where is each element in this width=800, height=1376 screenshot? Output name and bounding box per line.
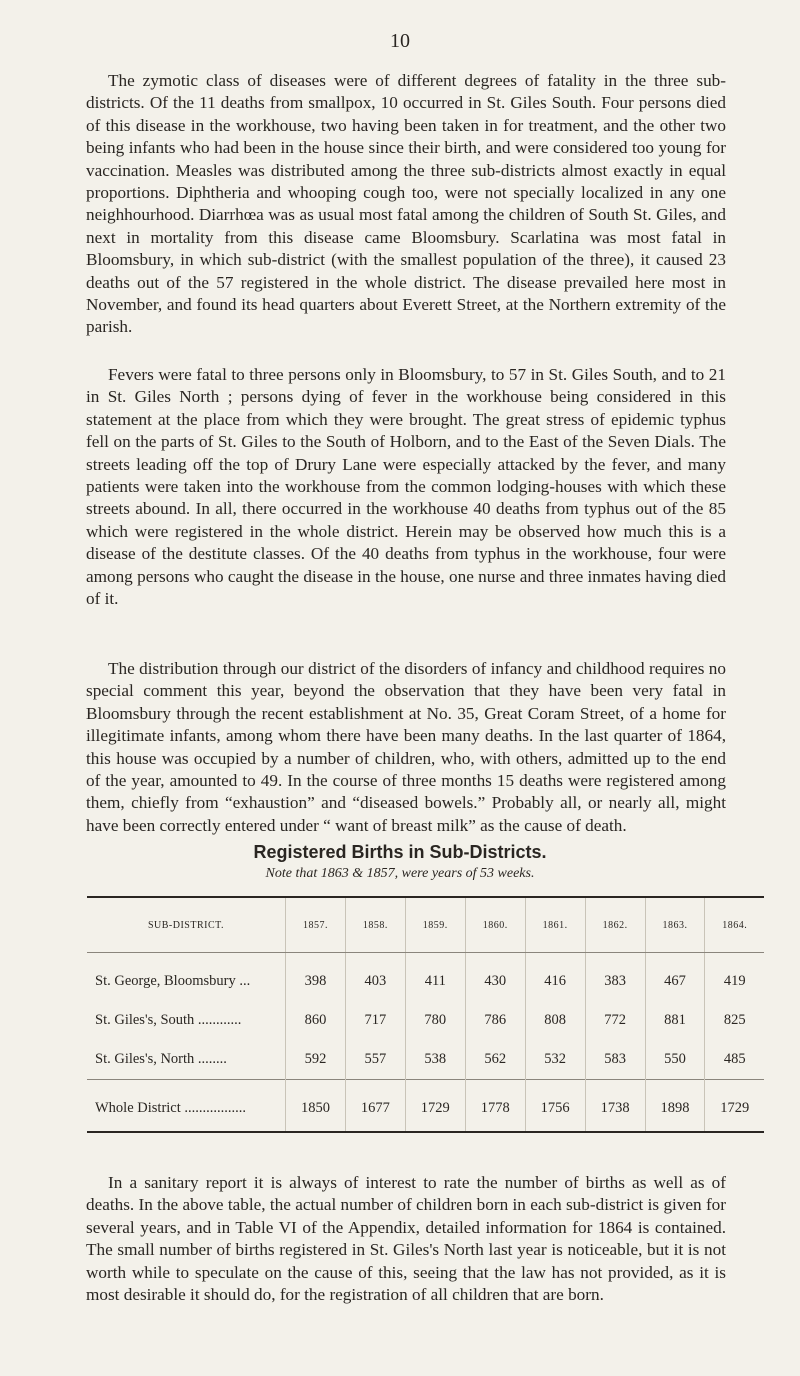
table-cell: 403 [345,953,405,1002]
table-cell: 1729 [705,1080,764,1133]
table-cell: 1677 [345,1080,405,1133]
table-cell: 825 [705,1001,764,1040]
table-row-giles-north [87,1040,764,1080]
column-header-year: 1860. [465,897,525,953]
row-label: St. Giles's, North ........ [95,1051,227,1067]
paragraph-infancy-disorders: The distribution through our district of the disorders of infancy and childhood requires no special comment this year, beyond the observation that they have been very fatal in Bloomsbury through the recent establishment at No. 35, Great Coram Street, of a home for illegitimate infants, among whom there have been many deaths. In the last quarter of 1864, this house was occupied by a number of children, who, with others, admitted up to the end of the year, amounted to 49. In the course of three months 15 deaths were registered among them, chiefly from “exhaustion” and “diseased bowels.” Probably all, or nearly all, might have been correctly entered under “ want of breast milk” as the cause of death. [86,659,726,835]
table-cell: 717 [345,1001,405,1040]
row-label: St. George, Bloomsbury ... [95,973,251,989]
table-cell: 1898 [645,1080,705,1133]
table-cell: 1778 [465,1080,525,1133]
paragraph-zymotic-diseases: The zymotic class of diseases were of different degrees of fatality in the three sub-districts. Of the 11 deaths from smallpox, 10 occurred in St. Giles South. Four persons died of this disease in the workhouse, two having been taken in for treatment, and the other two being infants who had been in the house since their birth, and were considered too young for vaccination. Measles was distributed among the three sub-districts almost exactly in equal proportions. Diphtheria and whooping cough too, were not specially localized in any one neighhourhood. Diarrhœa was as usual most fatal among the children of South St. Giles, and next in mortality from this disease came Bloomsbury. Scarlatina was most fatal in Bloomsbury, in which sub-district (with the smallest population of the three), it caused 23 deaths out of the 57 registered in the whole district. The disease prevailed here most in November, and found its head quarters about Everett Street, at the Northern extremity of the parish. [86,71,726,337]
table-cell: 562 [465,1040,525,1080]
row-label: St. Giles's, South ............ [95,1012,242,1028]
table-note: Note that 1863 & 1857, were years of 53 weeks. [265,866,535,881]
table-cell: 592 [286,1040,346,1080]
column-header-year: 1861. [525,897,585,953]
table-cell: 1850 [286,1080,346,1133]
table-cell: 1738 [585,1080,645,1133]
column-header-year: 1858. [345,897,405,953]
table-row-bloomsbury [87,953,764,1002]
births-table [87,896,764,1133]
table-cell: 1729 [405,1080,465,1133]
table-cell: 411 [405,953,465,1002]
table-cell: 419 [705,953,764,1002]
column-header-year: 1859. [405,897,465,953]
column-header-year: 1864. [705,897,764,953]
table-header-row [87,897,764,953]
table-cell: 550 [645,1040,705,1080]
table-cell: 860 [286,1001,346,1040]
paragraph-fevers: Fevers were fatal to three persons only in Bloomsbury, to 57 in St. Giles South, and to 21 in St. Giles North ; persons dying of fever in the workhouse being considered in this statement at the place from which they were brought. The great stress of epidemic typhus fell on the parts of St. Giles to the South of Holborn, and to the East of the Seven Dials. The streets leading off the top of Drury Lane were especially attacked by the fever, and many patients were taken into the workhouse from the common lodging-houses with which these streets abound. In all, there occurred in the workhouse 40 deaths from typhus out of the 85 which were registered in the whole district. Herein may be observed how much this is a disease of the destitute classes. Of the 40 deaths from typhus in the workhouse, four were among persons who caught the disease in the house, one nurse and three inmates having died of it. [86,365,726,609]
table-cell: 583 [585,1040,645,1080]
table-cell: 780 [405,1001,465,1040]
table-cell: 430 [465,953,525,1002]
table-cell: 772 [585,1001,645,1040]
paragraph-births-commentary: In a sanitary report it is always of interest to rate the number of births as well as of deaths. In the above table, the actual number of children born in each sub-district is given for several years, and in Table VI of the Appendix, detailed information for 1864 is contained. The small number of births registered in St. Giles's North last year is noticeable, but it is not worth while to speculate on the cause of this, seeing that the law has not provided, as it is most desirable it should do, for the registration of all children that are born. [86,1173,726,1305]
table-cell: 808 [525,1001,585,1040]
column-header-year: 1863. [645,897,705,953]
table-cell: 398 [286,953,346,1002]
page-number: 10 [390,30,410,52]
table-row-giles-south [87,1001,764,1040]
column-header-year: 1857. [286,897,346,953]
table-cell: 538 [405,1040,465,1080]
table-row-whole-district [87,1080,764,1133]
table-cell: 416 [525,953,585,1002]
table-cell: 786 [465,1001,525,1040]
table-title: Registered Births in Sub-Districts. [253,842,547,862]
column-header-year: 1862. [585,897,645,953]
row-label: Whole District ................. [87,1080,286,1133]
table-cell: 881 [645,1001,705,1040]
table-cell: 1756 [525,1080,585,1133]
table-cell: 485 [705,1040,764,1080]
column-header-subdistrict: SUB-DISTRICT. [87,897,286,953]
table-cell: 557 [345,1040,405,1080]
table-cell: 467 [645,953,705,1002]
table-cell: 383 [585,953,645,1002]
table-cell: 532 [525,1040,585,1080]
